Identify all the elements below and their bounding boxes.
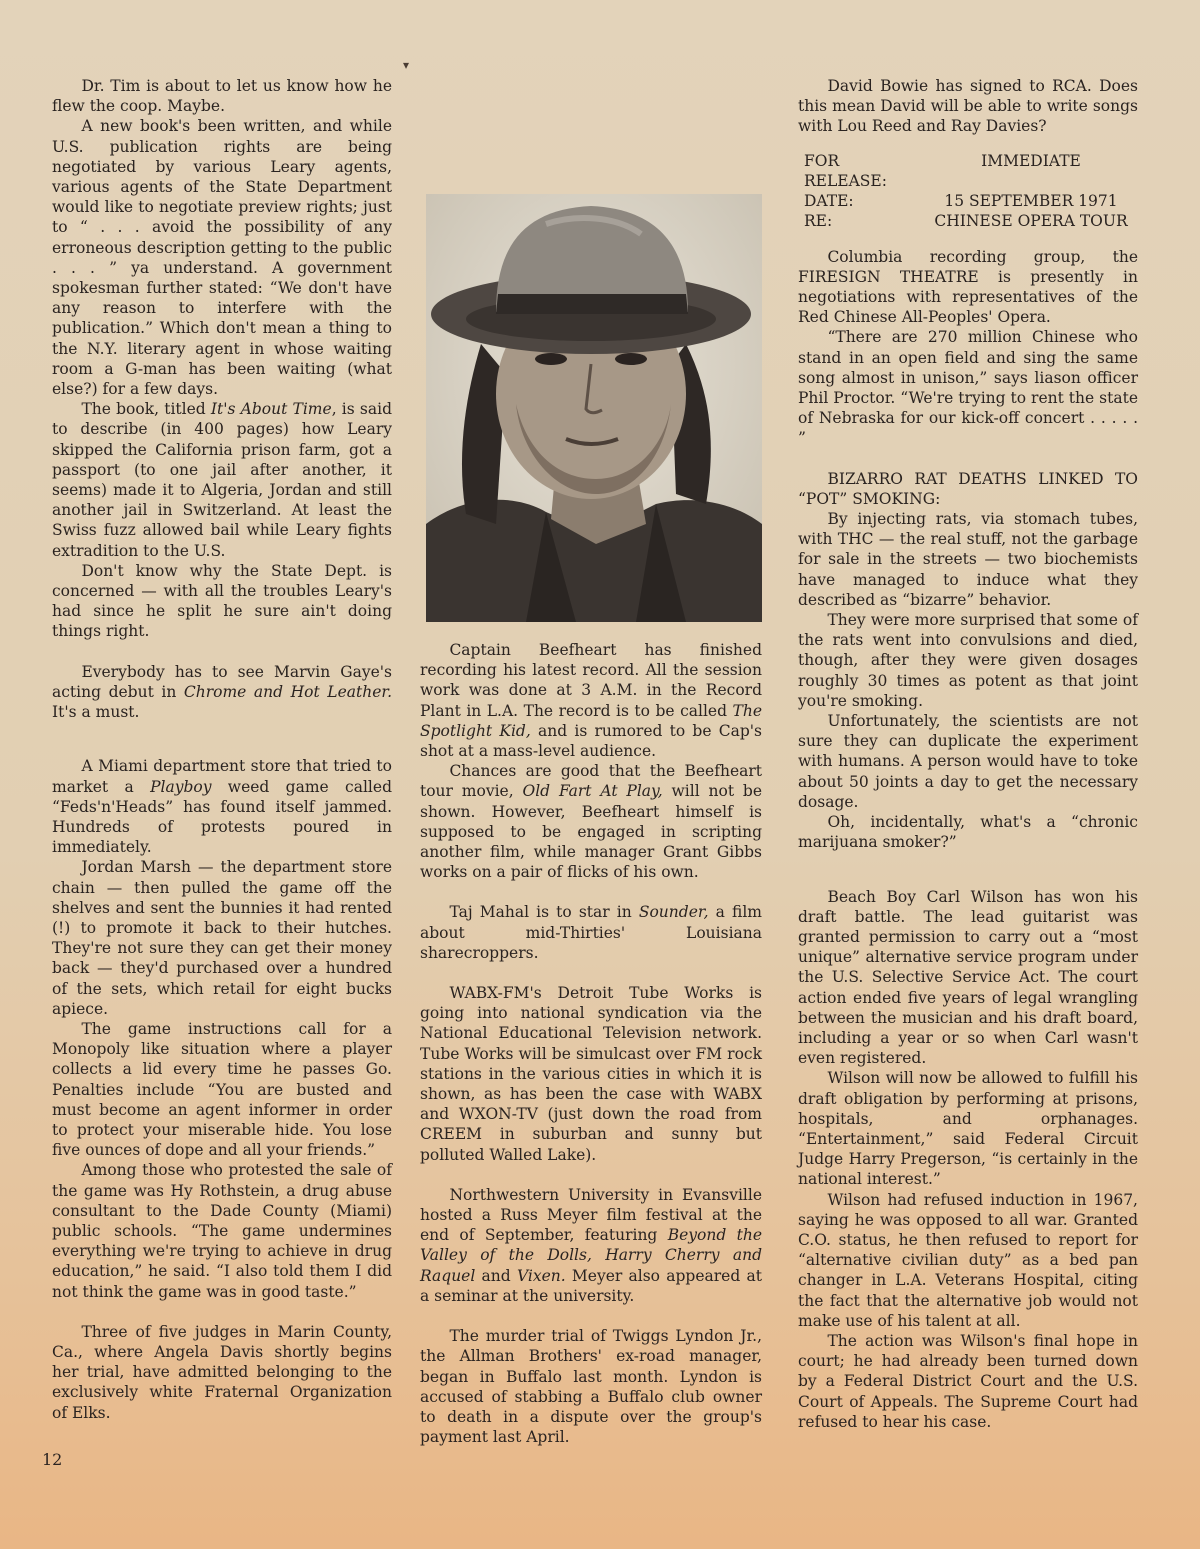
paragraph: Jordan Marsh — the department store chain — then pulled the game off the shelves and sent the bunnies it had rented (!) to promote it back to their hutches. They're not sure they can get their money back — they'd purchased over a hundred of the sets, which retail for eight bucks apiece. [52, 858, 392, 1018]
release-value: 15 SEPTEMBER 1971 [944, 191, 1118, 210]
paragraph: Beach Boy Carl Wilson has won his draft battle. The lead guitarist was granted permission to carry out a “most unique” alternative service program under the U.S. Selective Service Act. The court action ended five years of legal wrangling between the musician and his draft board, including a year or so when Carl wasn't even registered. [798, 887, 1138, 1068]
book-title: It's About Time [210, 400, 332, 419]
paragraph: Don't know why the State Dept. is concerned — with all the troubles Leary's had since he split he sure ain't doing things right. [52, 561, 392, 641]
film-title: Sounder, [638, 903, 709, 922]
paragraph: Dr. Tim is about to let us know how he flew the coop. Maybe. [52, 77, 392, 116]
release-row [804, 151, 1138, 191]
release-value: CHINESE OPERA TOUR [934, 211, 1128, 230]
magazine-title: Playboy [150, 777, 212, 796]
release-label: DATE: [804, 191, 854, 210]
paragraph: Wilson had refused induction in 1967, saying he was opposed to all war. Granted C.O. status, he then refused to report for “alternative civilian duty” as a bed pan changer in L.A. Veterans Hospital, citing the fact that the alternative job would not make use of his talent at all. [798, 1190, 1138, 1330]
column-left [52, 76, 392, 1423]
release-label: RE: [804, 211, 833, 230]
print-speck: ▾ [403, 58, 410, 72]
paragraph: By injecting rats, via stomach tubes, with THC — the real stuff, not the garbage for sale in the streets — two biochemists have managed to induce what they described as “bizarre” behavior. [798, 510, 1138, 609]
film-titles: Beyond the Valley of the Dolls, Harry Cherry and Raquel [420, 1226, 763, 1285]
release-label: FOR RELEASE: [804, 151, 887, 190]
paragraph: Three of five judges in Marin County, Ca., where Angela Davis shortly begins her trial, have admitted belonging to the exclusively white Fraternal Organization of Elks. [52, 1322, 392, 1422]
paragraph: The book, titled It's About Time, is said to describe (in 400 pages) how Leary skipped the California prison farm, got a passport (to one jail after another, it seems) made it to Algeria, Jordan and still another jail in Switzerland. At least the Swiss fuzz allowed bail while Leary fights extradition to the U.S. [52, 400, 392, 560]
man-in-hat-photo [426, 194, 762, 622]
movie-title: Old Fart At Play, [522, 782, 663, 801]
paragraph: Everybody has to see Marvin Gaye's acting debut in Chrome and Hot Leather. It's a must. [52, 662, 392, 722]
column-middle [420, 640, 762, 1447]
paragraph: David Bowie has signed to RCA. Does this mean David will be able to write songs with Lou Reed and Ray Davies? [798, 77, 1138, 136]
paragraph: The action was Wilson's final hope in court; he had already been turned down by a Federal District Court and the U.S. Court of Appeals. The Supreme Court had refused to hear his case. [798, 1331, 1138, 1431]
page-number: 12 [42, 1450, 63, 1469]
paragraph: “There are 270 million Chinese who stand in an open field and sing the same song almost in unison,” says liason officer Phil Proctor. “We're trying to rent the state of Nebraska for our kick-off concert . . . . . ” [798, 328, 1138, 448]
paragraph: They were more surprised that some of the rats went into convulsions and died, though, after they were given dosages roughly 30 times as potent as that joint you're smoking. [798, 611, 1138, 710]
release-row [804, 191, 1138, 211]
paragraph: WABX-FM's Detroit Tube Works is going into national syndication via the National Educational Television network. Tube Works will be simulcast over FM rock stations in the various cities in which it is shown, as has been the case with WABX and WXON-TV (just down the road from CREEM in suburban and sunny but polluted Walled Lake). [420, 984, 762, 1164]
paragraph: Northwestern University in Evansville hosted a Russ Meyer film festival at the end of September, featuring Beyond the Valley of the Dolls, Harry Cherry and Raquel and Vixen. Meyer also appeared at a seminar at the university. [420, 1185, 763, 1305]
portrait-photo [426, 194, 762, 622]
paragraph: A Miami department store that tried to market a Playboy weed game called “Feds'n'Heads” has found itself jammed. Hundreds of protests poured in immediately. [52, 757, 392, 857]
section-heading: BIZARRO RAT DEATHS LINKED TO “POT” SMOKING: [798, 469, 1138, 508]
paragraph: The murder trial of Twiggs Lyndon Jr., the Allman Brothers' ex-road manager, began in Buffalo last month. Lyndon is accused of stabbing a Buffalo club owner to death in a dispute over the group's payment last April. [420, 1327, 762, 1447]
paragraph: Captain Beefheart has finished recording his latest record. All the session work was done at 3 A.M. in the Record Plant in L.A. The record is to be called The Spotlight Kid, and is rumored to be Cap's shot at a mass-level audience. [420, 641, 762, 761]
paragraph: Oh, incidentally, what's a “chronic marijuana smoker?” [798, 813, 1138, 852]
column-right [798, 76, 1138, 1432]
paragraph: Chances are good that the Beefheart tour movie, Old Fart At Play, will not be shown. However, Beefheart himself is supposed to be engaged in scripting another film, while manager Grant Gibbs works on a pair of flicks of his own. [420, 762, 762, 882]
paragraph: The game instructions call for a Monopoly like situation where a player collects a lid every time he passes Go. Penalties include “You are busted and must become an agent informer in order to protect your miserable hide. You lose five ounces of dope and all your friends.” [52, 1019, 392, 1160]
press-release-header [804, 151, 1138, 231]
album-title: The Spotlight Kid, [420, 701, 762, 740]
paragraph: Taj Mahal is to star in Sounder, a film about mid-Thirties' Louisiana sharecroppers. [420, 903, 762, 962]
release-row [804, 211, 1138, 231]
paragraph: Wilson will now be allowed to fulfill his draft obligation by performing at prisons, hospitals, and orphanages. “Entertainment,” said Federal Circuit Judge Harry Pregerson, “is certainly in the national interest.” [798, 1069, 1138, 1189]
paragraph: Unfortunately, the scientists are not sure they can duplicate the experiment with humans. A person would have to toke about 50 joints a day to get the necessary dosage. [798, 712, 1138, 811]
release-value: IMMEDIATE [981, 151, 1081, 170]
paragraph: Columbia recording group, the FIRESIGN THEATRE is presently in negotiations with representatives of the Red Chinese All-Peoples' Opera. [798, 247, 1138, 327]
paragraph: A new book's been written, and while U.S. publication rights are being negotiated by various Leary agents, various agents of the State Department would like to negotiate preview rights; just to “ . . . avoid the possibility of any erroneous description getting to the public . . . ” ya understand. A government spokesman further stated: “We don't have any reason to interfere with the publication.” Which don't mean a thing to the N.Y. literary agent in whose waiting room a G-man has been waiting (what else?) for a few days. [52, 117, 392, 399]
paragraph: Among those who protested the sale of the game was Hy Rothstein, a drug abuse consultant to the Dade County (Miami) public schools. “The game undermines everything we're trying to achieve in drug education,” he said. “I also told them I did not think the game was in good taste.” [52, 1161, 392, 1301]
film-title: Vixen. [516, 1266, 566, 1285]
film-title: Chrome and Hot Leather. [183, 682, 392, 701]
